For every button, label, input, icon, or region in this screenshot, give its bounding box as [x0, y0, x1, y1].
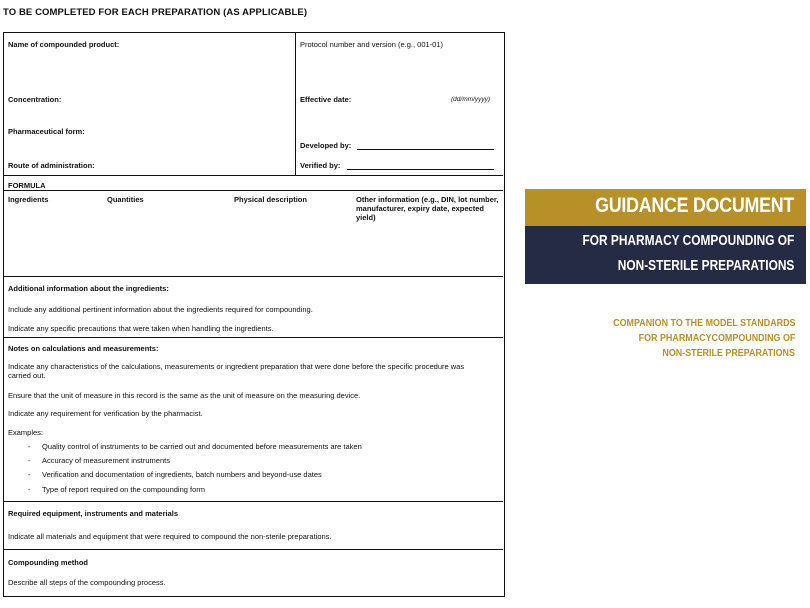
- effective-date-label: Effective date:: [300, 95, 352, 104]
- pharmaceutical-form-label: Pharmaceutical form:: [8, 127, 85, 136]
- col-other-information: Other information (e.g., DIN, lot number, manufacturer, expiry date, expected yield): [356, 195, 499, 222]
- developed-by-line[interactable]: [357, 149, 494, 150]
- companion-line3: NON-STERILE PREPARATIONS: [662, 347, 795, 359]
- divider-vertical: [295, 33, 296, 175]
- list-item-text: Type of report required on the compounding form: [42, 485, 206, 494]
- list-item-text: Accuracy of measurement instruments: [42, 456, 170, 465]
- bullet-dash: -: [28, 470, 31, 479]
- bullet-dash: -: [28, 442, 31, 451]
- list-item-text: Quality control of instruments to be carried out and documented before measurements are taken: [42, 442, 362, 451]
- calculations-line: Indicate any requirement for verification by the pharmacist.: [8, 409, 203, 418]
- equipment-title: Required equipment, instruments and materials: [8, 509, 179, 518]
- divider: [4, 175, 503, 176]
- guidance-subtitle-line1: FOR PHARMACY COMPOUNDING OF: [582, 233, 794, 249]
- ingredients-info-title: Additional information about the ingredients:: [8, 284, 169, 293]
- bullet-dash: -: [28, 456, 31, 465]
- calculations-line: Indicate any characteristics of the calculations, measurements or ingredient preparation that were done before the specific procedure was carried out.: [8, 362, 465, 380]
- col-physical-description: Physical description: [234, 195, 307, 204]
- calculations-line: Ensure that the unit of measure in this record is the same as the unit of measure on the measuring device.: [8, 391, 361, 400]
- method-title: Compounding method: [8, 558, 88, 567]
- name-label: Name of compounded product:: [8, 40, 120, 49]
- col-quantities: Quantities: [107, 195, 144, 204]
- divider: [4, 276, 503, 277]
- bullet-dash: -: [28, 485, 31, 494]
- guidance-title: GUIDANCE DOCUMENT: [595, 194, 794, 217]
- ingredients-info-line: Indicate any specific precautions that were taken when handling the ingredients.: [8, 324, 274, 333]
- developed-by-label: Developed by:: [300, 141, 352, 150]
- formula-title: FORMULA: [8, 181, 46, 190]
- calculations-title: Notes on calculations and measurements:: [8, 344, 159, 353]
- equipment-line: Indicate all materials and equipment that were required to compound the non-sterile preparations.: [8, 532, 332, 541]
- date-format-hint: (dd/mm/yyyy): [451, 96, 490, 103]
- ingredients-info-line: Include any additional pertinent information about the ingredients required for compounding.: [8, 305, 313, 314]
- verified-by-label: Verified by:: [300, 161, 341, 170]
- page-heading: TO BE COMPLETED FOR EACH PREPARATION (AS APPLICABLE): [3, 7, 308, 18]
- guidance-subtitle-line2: NON-STERILE PREPARATIONS: [617, 258, 794, 274]
- divider: [4, 549, 503, 550]
- divider: [4, 501, 503, 502]
- list-item-text: Verification and documentation of ingredients, batch numbers and beyond-use dates: [42, 470, 322, 479]
- guidance-title-banner: [525, 189, 806, 226]
- method-line: Describe all steps of the compounding process.: [8, 578, 166, 587]
- col-ingredients: Ingredients: [8, 195, 49, 204]
- companion-line1: COMPANION TO THE MODEL STANDARDS: [612, 317, 795, 329]
- concentration-label: Concentration:: [8, 95, 62, 104]
- verified-by-line[interactable]: [347, 169, 494, 170]
- divider: [4, 337, 503, 338]
- divider-thin: [4, 190, 503, 191]
- compounding-form: [3, 32, 505, 597]
- protocol-label: Protocol number and version (e.g., 001-01): [300, 40, 443, 49]
- companion-line2: FOR PHARMACYCOMPOUNDING OF: [638, 332, 795, 344]
- guidance-subtitle-banner: [525, 226, 806, 284]
- examples-label: Examples:: [8, 428, 44, 437]
- route-label: Route of administration:: [8, 161, 95, 170]
